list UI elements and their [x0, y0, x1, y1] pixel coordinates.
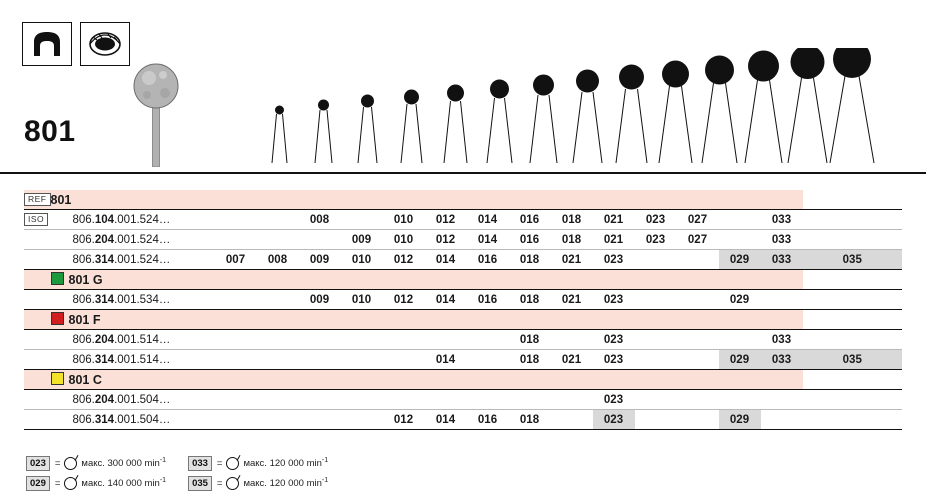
iso-tag-cell — [24, 410, 51, 430]
iso-tag-cell — [24, 210, 51, 230]
size-cell — [215, 210, 257, 230]
color-swatch-icon — [51, 312, 64, 325]
table-row — [24, 210, 902, 230]
color-swatch-icon — [51, 272, 64, 285]
size-cell: 008 — [309, 213, 330, 226]
size-cell — [173, 350, 215, 370]
size-cell — [425, 330, 467, 350]
footnote-033-sup: -1 — [321, 457, 329, 465]
size-cell — [803, 290, 903, 310]
size-cell — [299, 350, 341, 370]
size-cell: 012 — [393, 253, 414, 266]
color-swatch-icon — [51, 372, 64, 385]
size-cell — [677, 410, 719, 430]
table-group-row — [24, 270, 902, 290]
table-row — [24, 390, 902, 410]
iso-code-bold: 104 — [94, 213, 115, 226]
iso-row-806-314-001-534-code: 806.314.001.534… — [72, 293, 171, 306]
size-cell — [635, 390, 677, 410]
iso-tag-cell — [24, 230, 51, 250]
iso-tag-cell — [24, 250, 51, 270]
size-cell — [173, 230, 215, 250]
size-cell: 035 — [803, 350, 903, 370]
size-cell — [551, 390, 593, 410]
size-cell — [257, 210, 299, 230]
size-cell — [803, 230, 903, 250]
size-cell — [173, 390, 215, 410]
size-cell: 016 — [519, 213, 540, 226]
table-row — [24, 350, 902, 370]
footnote-023 — [26, 456, 166, 471]
ref-tag-cell — [24, 190, 51, 210]
table-row — [24, 410, 902, 430]
iso-tag-cell — [24, 390, 51, 410]
size-cell: 029 — [729, 293, 750, 306]
size-cell: 021 — [561, 293, 582, 306]
size-cell — [257, 410, 299, 430]
group-label-801-F: 801 F — [51, 310, 803, 330]
footnote-033 — [188, 456, 328, 471]
iso-row-806-204-001-504-code: 806.204.001.504… — [72, 393, 171, 406]
speed-limit-icon — [226, 457, 239, 470]
size-cell: 023 — [603, 333, 624, 346]
iso-tag-cell — [24, 330, 51, 350]
size-cell — [215, 290, 257, 310]
size-cell: 018 — [519, 333, 540, 346]
size-cell — [173, 210, 215, 230]
size-cell: 016 — [477, 253, 498, 266]
size-cell: 033 — [771, 213, 792, 226]
product-table — [24, 190, 902, 430]
size-cell — [215, 330, 257, 350]
footnote-035-equals: = — [216, 478, 223, 489]
size-cell: 021 — [561, 353, 582, 366]
size-cell: 014 — [435, 413, 456, 426]
tooth-shape-icon — [30, 30, 64, 58]
size-cell — [215, 410, 257, 430]
size-cell — [551, 410, 593, 430]
size-cell — [173, 410, 215, 430]
size-cell — [635, 350, 677, 370]
group-spacer — [24, 370, 51, 390]
iso-indent — [51, 290, 73, 310]
size-cell: 033 — [761, 250, 803, 270]
iso-indent — [51, 230, 73, 250]
size-cell — [719, 330, 761, 350]
footnote-029 — [26, 476, 166, 491]
size-cell — [761, 290, 803, 310]
size-cell: 010 — [393, 213, 414, 226]
size-cell — [341, 210, 383, 230]
size-cell: 023 — [603, 353, 624, 366]
size-cell: 014 — [477, 213, 498, 226]
size-cell — [677, 330, 719, 350]
table-row — [24, 250, 902, 270]
speed-limit-icon — [64, 477, 77, 490]
size-cell: 033 — [771, 333, 792, 346]
size-cell — [761, 390, 803, 410]
size-cell: 009 — [351, 233, 372, 246]
iso-row-806-204-001-514-code: 806.204.001.514… — [72, 333, 171, 346]
size-cell — [215, 390, 257, 410]
bur-size-row-svg — [130, 48, 920, 163]
footnote-029-sup: -1 — [159, 477, 167, 485]
iso-code-bold: 204 — [94, 233, 115, 246]
size-cell: 018 — [519, 293, 540, 306]
size-cell — [257, 330, 299, 350]
size-cell: 008 — [267, 253, 288, 266]
bur-size-row — [130, 48, 920, 163]
size-cell: 012 — [393, 413, 414, 426]
size-cell — [761, 410, 803, 430]
iso-indent — [51, 210, 73, 230]
size-cell — [425, 390, 467, 410]
iso-code-bold: 314 — [94, 353, 115, 366]
iso-row-806-314-001-524-code: 806.314.001.524… — [72, 253, 171, 266]
footnote-029-text — [81, 477, 166, 489]
size-cell: 023 — [593, 410, 635, 430]
size-cell — [215, 230, 257, 250]
iso-indent — [51, 330, 73, 350]
tooth-shape-icon-box — [22, 22, 72, 66]
size-cell — [803, 390, 903, 410]
group-label-801-C: 801 C — [51, 370, 803, 390]
size-cell — [509, 390, 551, 410]
footnote-029-equals: = — [54, 478, 61, 489]
size-cell: 021 — [603, 233, 624, 246]
size-cell: 010 — [351, 253, 372, 266]
iso-row-806-204-001-524-code: 806.204.001.524… — [72, 233, 171, 246]
size-cell — [173, 330, 215, 350]
size-cell: 027 — [687, 233, 708, 246]
size-cell — [299, 390, 341, 410]
size-cell: 010 — [393, 233, 414, 246]
table-body — [24, 190, 902, 430]
size-cell — [383, 330, 425, 350]
size-cell: 016 — [477, 413, 498, 426]
size-cell: 018 — [561, 213, 582, 226]
size-cell: 018 — [519, 413, 540, 426]
footnote-033-text — [243, 457, 328, 469]
size-cell — [635, 250, 677, 270]
table-row — [24, 290, 902, 310]
footnote-029-number: 029 — [26, 476, 50, 491]
iso-code-bold: 314 — [94, 293, 115, 306]
size-cell — [719, 210, 761, 230]
size-cell — [257, 350, 299, 370]
size-cell — [257, 390, 299, 410]
size-cell: 014 — [477, 233, 498, 246]
size-cell: 018 — [519, 353, 540, 366]
size-cell: 007 — [225, 253, 246, 266]
size-cell — [467, 330, 509, 350]
page-title: 801 — [24, 115, 76, 148]
size-cell — [341, 350, 383, 370]
size-cell — [173, 290, 215, 310]
footnote-035-number: 035 — [188, 476, 212, 491]
size-cell — [677, 390, 719, 410]
size-cell — [677, 350, 719, 370]
iso-code-bold: 314 — [94, 413, 115, 426]
size-cell: 010 — [351, 293, 372, 306]
iso-indent — [51, 350, 73, 370]
size-cell — [635, 410, 677, 430]
size-cell: 014 — [435, 253, 456, 266]
size-cell — [677, 290, 719, 310]
size-cell — [299, 230, 341, 250]
iso-row-806-314-001-514-code: 806.314.001.514… — [72, 353, 171, 366]
size-cell: 016 — [477, 293, 498, 306]
size-cell: 018 — [561, 233, 582, 246]
size-cell — [383, 350, 425, 370]
size-cell — [719, 230, 761, 250]
group-spacer — [24, 310, 51, 330]
iso-row-806-104-001-524-code: 806.104.001.524… — [72, 213, 171, 226]
ref-tag: REF — [24, 193, 51, 206]
footnote-023-sup: -1 — [159, 457, 167, 465]
size-cell — [551, 330, 593, 350]
size-cell: 035 — [803, 250, 903, 270]
group-label-801-G: 801 G — [51, 270, 803, 290]
table-row — [24, 330, 902, 350]
size-cell — [719, 390, 761, 410]
iso-code-bold: 204 — [94, 333, 115, 346]
tooth-cross-section-icon — [87, 29, 123, 59]
footnote-023-number: 023 — [26, 456, 50, 471]
tooth-cross-section-icon-box — [80, 22, 130, 66]
footnote-row-1 — [26, 456, 350, 471]
footnotes — [26, 456, 350, 496]
size-cell — [803, 410, 903, 430]
size-cell: 023 — [603, 393, 624, 406]
iso-tag-cell — [24, 290, 51, 310]
header-section — [0, 0, 926, 175]
size-cell: 014 — [435, 353, 456, 366]
footnote-023-label: макс. 300 000 min — [81, 458, 160, 470]
table-group-row — [24, 370, 902, 390]
size-cell — [215, 350, 257, 370]
size-cell — [341, 330, 383, 350]
footnote-035 — [188, 476, 328, 491]
size-cell — [635, 290, 677, 310]
footnote-033-equals: = — [216, 458, 223, 469]
group-spacer — [24, 270, 51, 290]
table-group-row — [24, 190, 902, 210]
size-cell: 029 — [719, 350, 761, 370]
table-group-row — [24, 310, 902, 330]
iso-code-bold: 204 — [94, 393, 115, 406]
footnote-033-label: макс. 120 000 min — [243, 458, 322, 470]
speed-limit-icon — [226, 477, 239, 490]
footnote-023-equals: = — [54, 458, 61, 469]
iso-tag: ISO — [24, 213, 48, 226]
iso-indent — [51, 390, 73, 410]
size-cell: 027 — [687, 213, 708, 226]
size-cell: 021 — [561, 253, 582, 266]
size-cell: 023 — [603, 253, 624, 266]
size-cell — [803, 330, 903, 350]
size-cell — [299, 330, 341, 350]
size-cell: 033 — [771, 233, 792, 246]
size-cell: 018 — [519, 253, 540, 266]
size-cell: 012 — [393, 293, 414, 306]
size-cell: 009 — [309, 253, 330, 266]
size-cell: 033 — [761, 350, 803, 370]
size-cell — [257, 230, 299, 250]
footnote-035-text — [243, 477, 328, 489]
size-cell: 014 — [435, 293, 456, 306]
size-cell: 023 — [645, 233, 666, 246]
size-cell — [383, 390, 425, 410]
size-cell — [677, 250, 719, 270]
iso-tag-cell — [24, 350, 51, 370]
size-cell — [635, 330, 677, 350]
size-cell — [467, 390, 509, 410]
iso-row-806-314-001-504-code: 806.314.001.504… — [72, 413, 171, 426]
footnote-035-label: макс. 120 000 min — [243, 478, 322, 490]
iso-code-bold: 314 — [94, 253, 115, 266]
size-cell — [173, 250, 215, 270]
footnote-033-number: 033 — [188, 456, 212, 471]
size-cell: 016 — [519, 233, 540, 246]
footnote-row-2 — [26, 476, 350, 491]
size-cell: 012 — [435, 213, 456, 226]
size-cell: 029 — [719, 250, 761, 270]
size-cell — [257, 290, 299, 310]
table-row — [24, 230, 902, 250]
footnote-035-sup: -1 — [321, 477, 329, 485]
size-cell: 009 — [309, 293, 330, 306]
size-cell: 029 — [719, 410, 761, 430]
speed-limit-icon — [64, 457, 77, 470]
ref-number: 801 — [50, 192, 72, 207]
header-divider — [0, 172, 926, 174]
size-cell: 023 — [645, 213, 666, 226]
size-cell — [299, 410, 341, 430]
footnote-023-text — [81, 457, 166, 469]
size-cell: 023 — [603, 293, 624, 306]
size-cell — [467, 350, 509, 370]
size-cell: 012 — [435, 233, 456, 246]
iso-indent — [51, 250, 73, 270]
size-cell — [341, 390, 383, 410]
size-cell: 021 — [603, 213, 624, 226]
iso-indent — [51, 410, 73, 430]
size-cell — [341, 410, 383, 430]
footnote-029-label: макс. 140 000 min — [81, 478, 160, 490]
size-cell — [803, 210, 903, 230]
